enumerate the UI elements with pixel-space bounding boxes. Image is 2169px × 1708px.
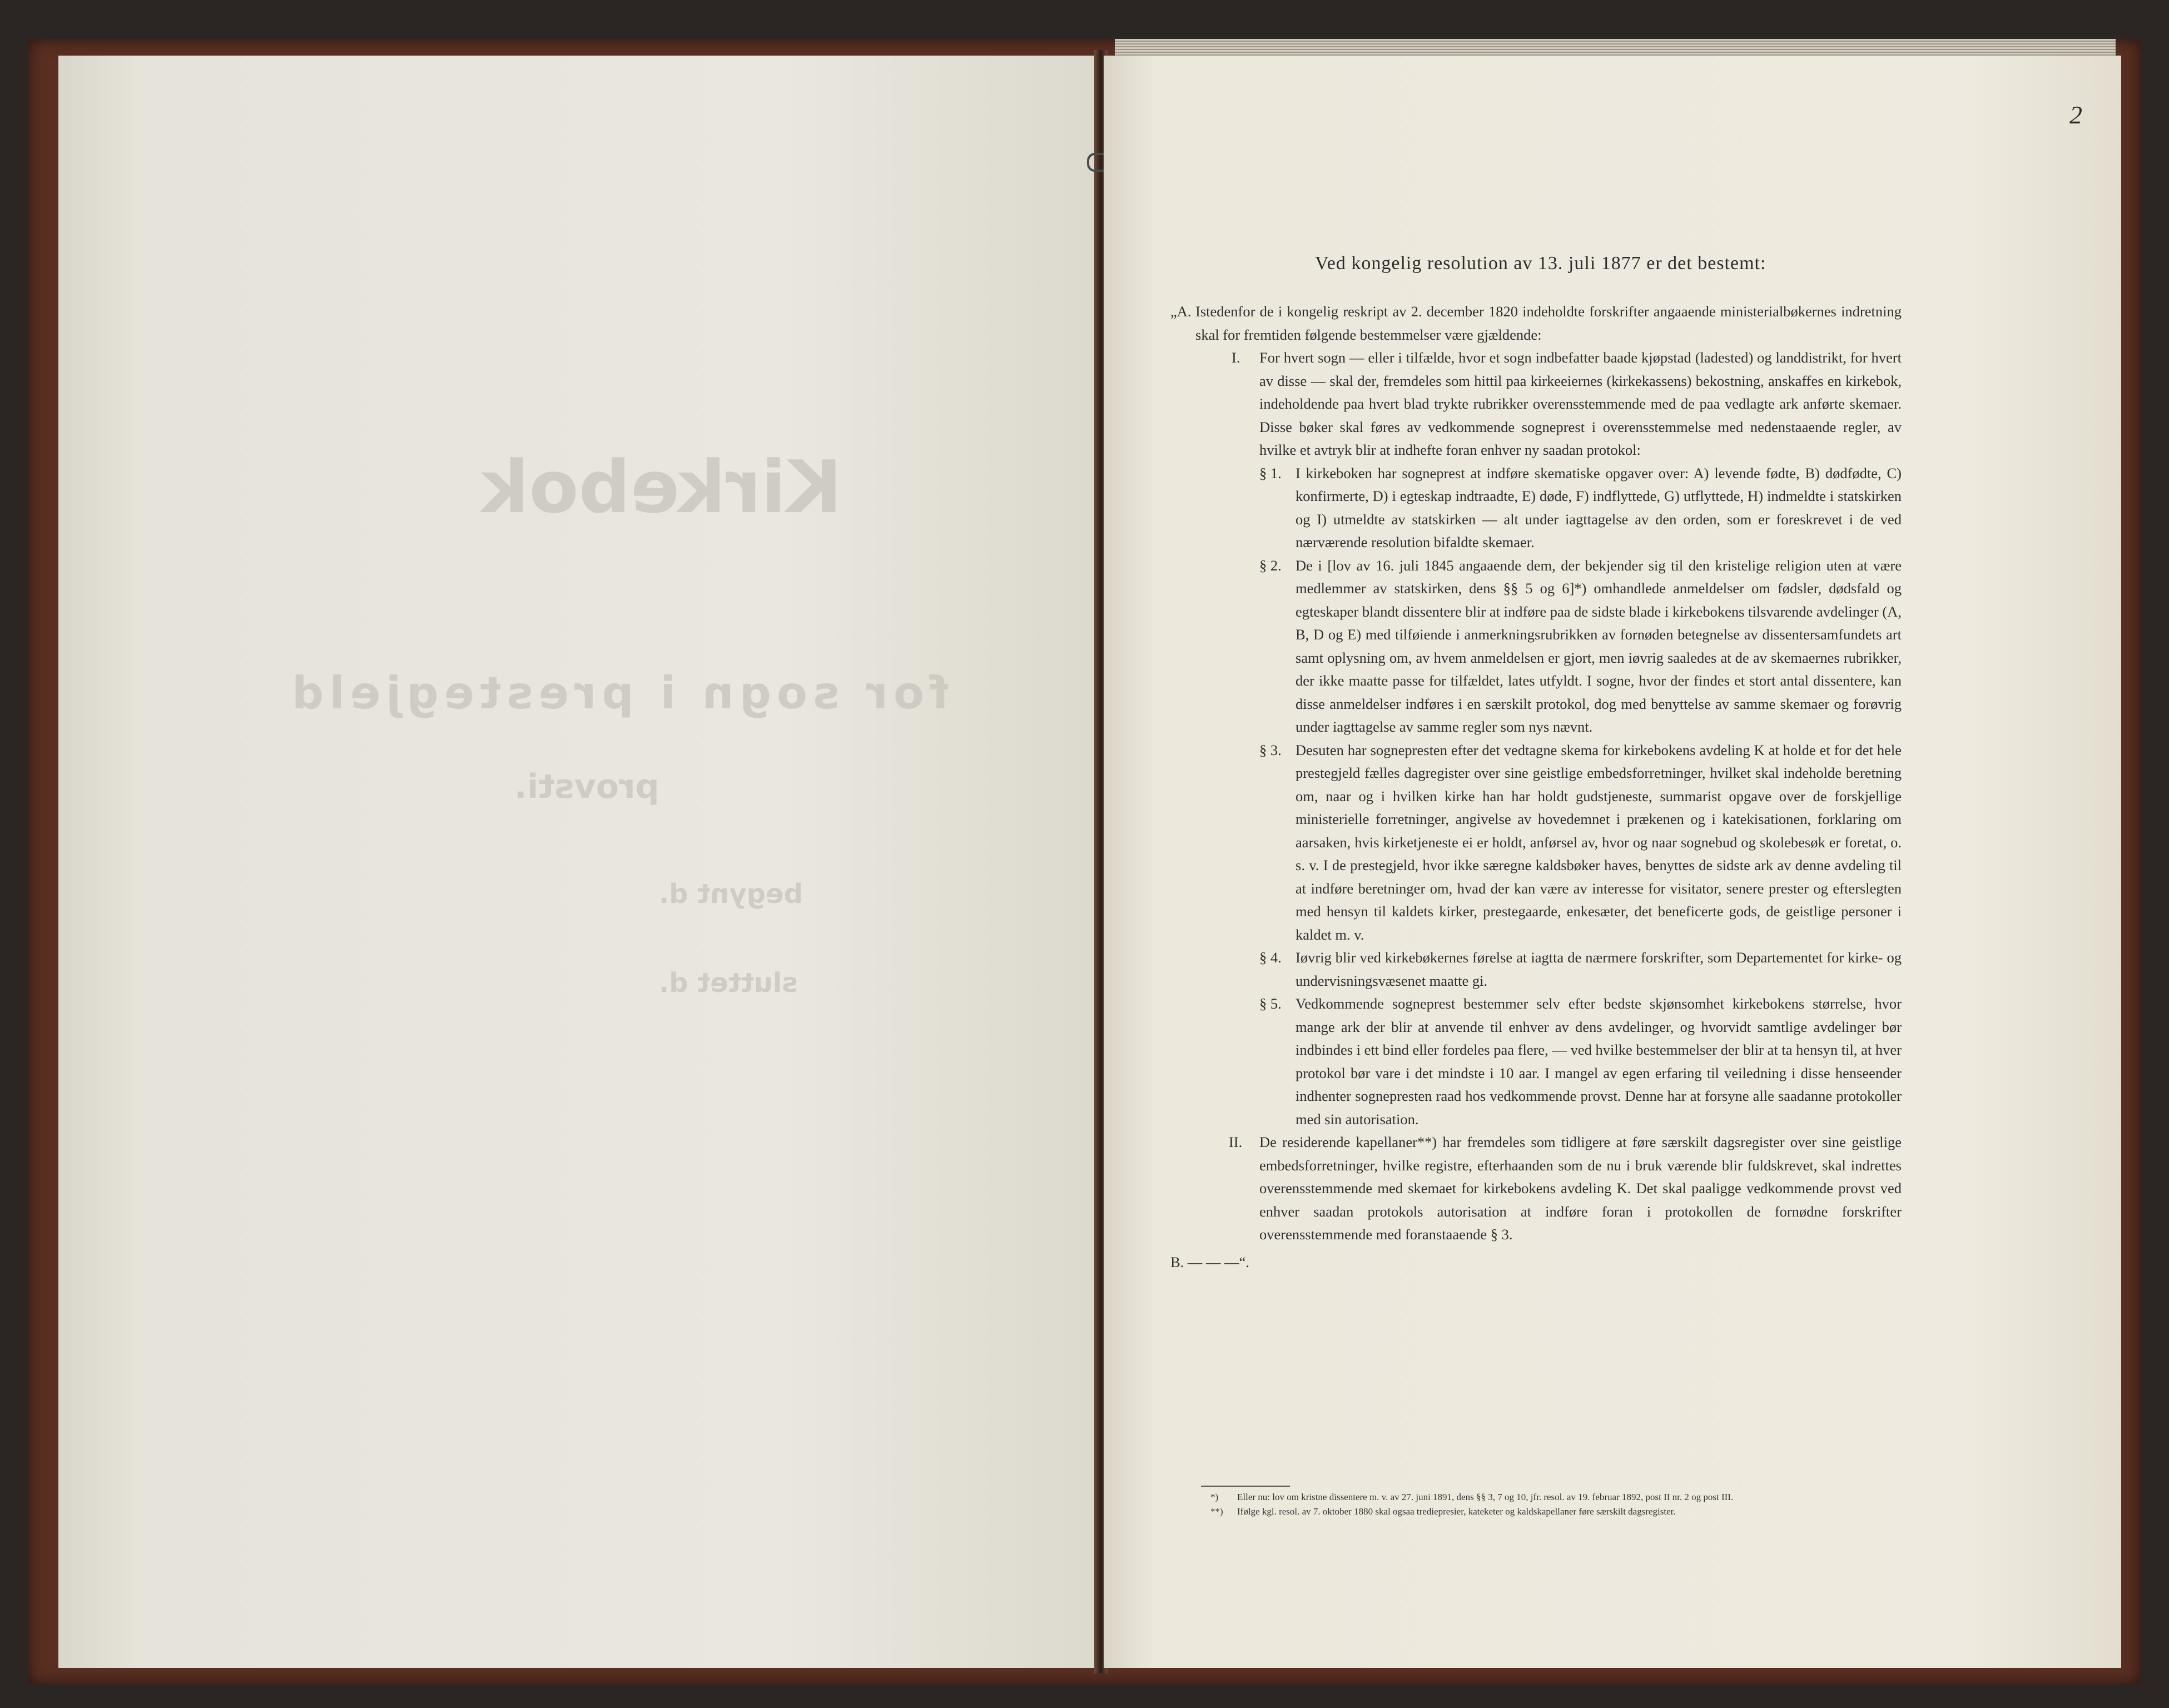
section-b: B. — — —“. <box>1170 1253 1250 1270</box>
paragraph-1-text: I kirkeboken har sogneprest at indføre skematiske opgaver over: A) levende fødte, B) dødfødte, C) konfirmerte, D) i egteskap indtraadte, E) døde, F) indflyttede, G) utflyttede, H) indmeldte i statskirken og I) utmeldte av statskirken — alt under iagttagelse av den orden, som er foreskrevet i de ved nærværende resolution bifaldte skemaer. <box>1296 464 1902 550</box>
item-ii-text: De residerende kapellaner**) har fremdeles som tidligere at føre særskilt dagsregister over sine geistlige embedsforretninger, hvilke registre, efterhaanden som de nu i bruk værende blir fuldskrevet, skal indrettes overensstemmende med skemaet for kirkebokens avdeling K. Det skal paaligge vedkommende provst ved enhver saadan protokols autorisation at indføre foran i protokollen de fornødne forskrifter overensstemmende med foranstaaende § 3. <box>1259 1134 1902 1243</box>
footnote-2-mark: **) <box>1210 1506 1223 1517</box>
footnotes <box>1209 1490 1882 1519</box>
item-i <box>1232 346 1902 462</box>
paragraph-2 <box>1259 554 1902 739</box>
page-number: 2 <box>2069 101 2082 129</box>
page-heading: Ved kongelig resolution av 13. juli 1877 er det bestemt: <box>1315 253 1766 274</box>
faded-sogn-line: for sogn i prestegjeld <box>286 667 949 719</box>
paragraph-4-text: Iøvrig blir ved kirkebøkernes førelse at iagtta de nærmere forskrifter, som Departementet for kirke- og undervisningsvæsenet maatte gi. <box>1296 949 1902 989</box>
paragraph-2-text: De i [lov av 16. juli 1845 angaaende dem, der bekjender sig til den kristelige religion uten at være medlemmer av statskirken, dens §§ 5 og 6]*) omhandlede anmeldelser om fødsler, dødsfald og egteskaper blandt dissentere blir at indføre paa de sidste blade i kirkebokens tilsvarende avdelinger (A, B, D og E) med tilføiende i anmerkningsrubrikken av fornøden betegnelse av dissentersamfundets art samt oplysning om, av hvem anmeldelsen er gjort, men iøvrig saaledes at de av skemaernes rubrikker, der ikke maatte passe for tilfældet, lates utfyldt. I sogne, hvor der findes et stort antal dissentere, kan disse anmeldelser indføres i en særskilt protokol, dog med benyttelse av samme skemaer og forøvrig under iagttagelse av samme regler som nys nævnt. <box>1296 557 1902 735</box>
paragraph-4-label: § 4. <box>1259 949 1282 966</box>
faded-sluttet-line: sluttet d. <box>659 967 798 999</box>
paragraph-3-label: § 3. <box>1259 741 1282 758</box>
paragraph-3-text: Desuten har sognepresten efter det vedtagne skema for kirkebokens avdeling K at holde et for det hele prestegjeld fælles dagregister over sine geistlige embedsforretninger, hvilket skal indeholde beretning om, naar og i hvilken kirke han har holdt gudstjeneste, summarist opgave over de forskjellige ministerielle forretninger, angivelse av hovedemnet i prækenen og i katekisationen, forklaring om aarsaken, hvis kirketjeneste ei er holdt, anførsel av, hvor og naar sognebud og skolebesøk er foretat, o. s. v. I de prestegjeld, hvor ikke særegne kaldsbøker haves, benyttes de sidste ark av denne avdeling til at indføre beretninger om, hvad der kan være av interesse for visitator, senere prester og efterslegten med hensyn til kaldets kirker, prestegaarde, enkesæter, det beneficerte gods, de geistlige personer i kaldet m. v. <box>1296 741 1902 943</box>
paragraph-1-label: § 1. <box>1259 464 1282 481</box>
right-page <box>1104 56 2121 1668</box>
section-a <box>1170 300 1902 346</box>
faded-begynt-line: begynt d. <box>659 878 803 910</box>
item-i-label: I. <box>1232 349 1240 366</box>
footnote-rule <box>1201 1486 1290 1487</box>
footnote-2 <box>1210 1505 1882 1519</box>
paragraph-3 <box>1259 739 1902 947</box>
section-a-intro: Istedenfor de i kongelig reskript av 2. december 1820 indeholdte forskrifter angaaende ministerialbøkernes indretning skal for fremtiden følgende bestemmelser være gjældende: <box>1195 303 1902 343</box>
footnote-2-text: Ifølge kgl. resol. av 7. oktober 1880 skal ogsaa trediepresier, kateketer og kaldskapellaner føre særskilt dagsregister. <box>1237 1506 1676 1517</box>
faded-title: Kirkebok <box>481 445 842 529</box>
faded-provsti-line: provsti. <box>514 767 659 806</box>
item-i-text: For hvert sogn — eller i tilfælde, hvor et sogn indbefatter baade kjøpstad (ladested) og landdistrikt, for hvert av disse — skal der, fremdeles som hittil paa kirkeeiernes (kirkekassens) bekostning, anskaffes en kirkebok, indeholdende paa hvert blad trykte rubrikker overensstemmende med de paa vedlagte ark anførte skemaer. Disse bøker skal føres av vedkommende sogneprest i overensstemmelse med nedenstaaende regler, av hvilke et avtryk blir at indhefte foran enhver ny saadan protokol: <box>1259 349 1902 458</box>
paragraph-1 <box>1259 462 1902 554</box>
section-a-label: „A. <box>1170 303 1192 320</box>
left-page <box>58 56 1098 1668</box>
paragraph-5-text: Vedkommende sogneprest bestemmer selv efter bedste skjønsomhet kirkebokens størrelse, hvor mange ark der blir at anvende til enhver av dens avdelinger, og hvorvidt samtlige avdelinger bør indbindes i ett bind eller fordeles paa flere, — ved hvilke bestemmelser der blir at ta hensyn til, at hver protokol bør vare i det mindste i 10 aar. I mangel av egen erfaring til veiledning i disse henseender indhenter sognepresten raad hos vedkommende provst. Denne har at forsyne alle saadanne protokoller med sin autorisation. <box>1296 995 1902 1128</box>
footnote-1-text: Eller nu: lov om kristne dissentere m. v. av 27. juni 1891, dens §§ 3, 7 og 10, jfr. resol. av 19. februar 1892, post II nr. 2 og post III. <box>1237 1492 1734 1502</box>
paragraph-4 <box>1259 946 1902 992</box>
resolution-text <box>1170 300 1902 1274</box>
paragraph-2-label: § 2. <box>1259 557 1282 574</box>
item-ii-label: II. <box>1229 1134 1243 1150</box>
paragraph-5-label: § 5. <box>1259 995 1282 1012</box>
paragraph-5 <box>1259 992 1902 1131</box>
footnote-1-mark: *) <box>1210 1492 1219 1502</box>
open-book <box>28 39 2141 1685</box>
footnote-1 <box>1210 1490 1882 1505</box>
item-ii <box>1229 1131 1902 1247</box>
